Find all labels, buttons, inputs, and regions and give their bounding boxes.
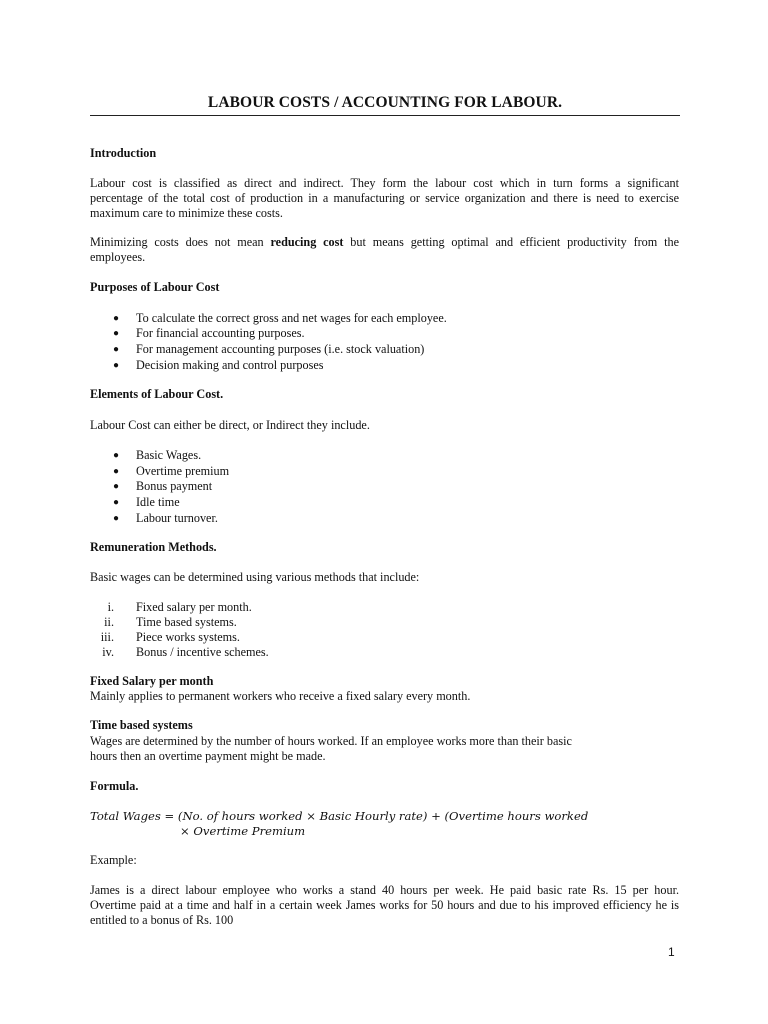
elements-item: Idle time bbox=[136, 495, 180, 509]
purposes-item: Decision making and control purposes bbox=[136, 358, 324, 372]
remuneration-item: Fixed salary per month. bbox=[136, 600, 252, 614]
formula-line2: × Overtime Premium bbox=[180, 824, 306, 838]
page-title: LABOUR COSTS / ACCOUNTING FOR LABOUR. bbox=[207, 94, 563, 111]
bullet-icon: ● bbox=[113, 328, 120, 339]
bullet-icon: ● bbox=[113, 313, 120, 324]
purposes-item: To calculate the correct gross and net wages for each employee. bbox=[136, 311, 447, 325]
intro-p2-after: but means getting optimal and efficient productivity from the bbox=[343, 235, 679, 249]
intro-p1-line1: Labour cost is classified as direct and indirect. They form the labour cost which in turn forms a significant bbox=[90, 176, 679, 190]
purposes-heading: Purposes of Labour Cost bbox=[90, 280, 220, 294]
elements-item: Basic Wages. bbox=[136, 448, 202, 462]
elements-item: Bonus payment bbox=[136, 479, 213, 493]
elements-item: Overtime premium bbox=[136, 464, 230, 478]
purposes-item: For financial accounting purposes. bbox=[136, 326, 305, 340]
bullet-icon: ● bbox=[113, 344, 120, 355]
example-line2: Overtime paid at a time and half in a certain week James works for 50 hours and due to his improved efficiency he is bbox=[90, 898, 679, 912]
page-number: 1 bbox=[668, 945, 675, 959]
example-label: Example: bbox=[90, 853, 137, 867]
remuneration-item: Bonus / incentive schemes. bbox=[136, 645, 269, 659]
roman-numeral: iii. bbox=[100, 630, 114, 644]
formula-heading: Formula. bbox=[90, 779, 139, 793]
bullet-icon: ● bbox=[113, 360, 120, 371]
intro-p2-line2: employees. bbox=[90, 250, 146, 264]
time-based-line2: hours then an overtime payment might be made. bbox=[90, 749, 326, 763]
roman-numeral: i. bbox=[107, 600, 114, 614]
fixed-salary-text: Mainly applies to permanent workers who receive a fixed salary every month. bbox=[90, 689, 471, 703]
intro-heading: Introduction bbox=[90, 146, 157, 160]
remuneration-heading: Remuneration Methods. bbox=[90, 540, 217, 554]
elements-intro: Labour Cost can either be direct, or Indirect they include. bbox=[90, 418, 370, 432]
intro-p2-line1 bbox=[90, 235, 679, 250]
fixed-salary-heading: Fixed Salary per month bbox=[90, 674, 214, 688]
example-line3: entitled to a bonus of Rs. 100 bbox=[90, 913, 234, 927]
bullet-icon: ● bbox=[113, 513, 120, 524]
purposes-item: For management accounting purposes (i.e. stock valuation) bbox=[136, 342, 425, 356]
time-based-heading: Time based systems bbox=[90, 718, 193, 732]
roman-numeral: iv. bbox=[102, 645, 114, 659]
elements-item: Labour turnover. bbox=[136, 511, 218, 525]
example-line1: James is a direct labour employee who works a stand 40 hours per week. He paid basic rate Rs. 15 per hour. bbox=[90, 883, 679, 897]
remuneration-item: Piece works systems. bbox=[136, 630, 240, 644]
intro-p2-bold: reducing cost bbox=[270, 235, 344, 249]
intro-p1-line3: maximum care to minimize these costs. bbox=[90, 206, 283, 220]
bullet-icon: ● bbox=[113, 466, 120, 477]
title-underline bbox=[90, 115, 680, 116]
bullet-icon: ● bbox=[113, 450, 120, 461]
formula-line1: Total Wages = (No. of hours worked × Basic Hourly rate) + (Overtime hours worked bbox=[90, 809, 589, 823]
intro-p2-before: Minimizing costs does not mean bbox=[90, 235, 271, 249]
time-based-line1: Wages are determined by the number of hours worked. If an employee works more than their basic bbox=[90, 734, 572, 748]
roman-numeral: ii. bbox=[104, 615, 114, 629]
intro-p1-line2: percentage of the total cost of production in a manufacturing or service organization and there is need to exercise bbox=[90, 191, 679, 205]
remuneration-item: Time based systems. bbox=[136, 615, 237, 629]
bullet-icon: ● bbox=[113, 481, 120, 492]
bullet-icon: ● bbox=[113, 497, 120, 508]
elements-heading: Elements of Labour Cost. bbox=[90, 387, 224, 401]
remuneration-intro: Basic wages can be determined using various methods that include: bbox=[90, 570, 420, 584]
